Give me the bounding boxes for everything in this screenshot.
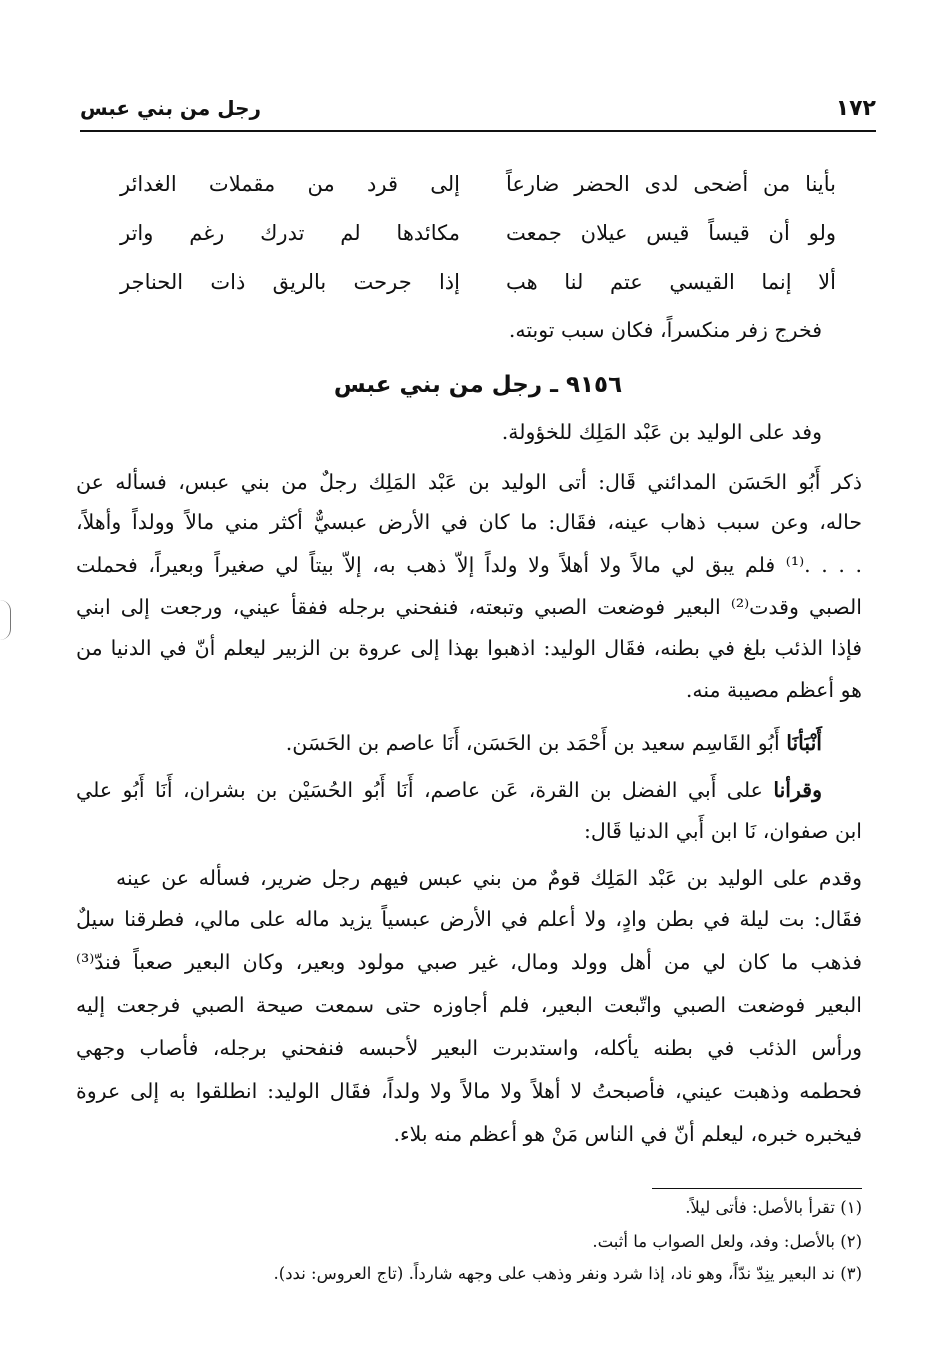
text-line: فخرج زفر منكسراً، فكان سبب توبته.: [508, 318, 822, 342]
paragraph-line: حاله، وعن سبب ذهاب عينه، فقَال: ما كان في الأرض عبسيٌّ أكثر مني مالاً وولداً وأهلاً،: [76, 510, 862, 534]
isnad-text: أَبُو القَاسِم سعيد بن أَحْمَد بن الحَسَن، أَنَا عاصم بن الحَسَن.: [285, 731, 787, 755]
paragraph-line: فيخبره خبره، ليعلم أنّ في الناس مَنْ هو أعظم منه بلاء.: [393, 1122, 862, 1146]
paragraph-line: ذكر أَبُو الحَسَن المدائني قَال: أتى الوليد بن عَبْد المَلِك رجلٌ من بني عبس، فسأله عن: [76, 470, 862, 494]
paragraph-line: الصبي وقدت⁽²⁾ البعير فوضعت الصبي وتبعته، فنفحني برجله ففقأ عيني، ورجعت إلى ابني: [76, 595, 862, 619]
paragraph-line: فإذا الذئب بلغ في بطنه، فقَال الوليد: اذهبوا بهذا إلى عروة بن الزبير ليعلم أنّ في الدنيا من: [76, 636, 862, 660]
page-header: [80, 94, 876, 132]
intro-line: وفد على الوليد بن عَبْد المَلِك للخؤولة.: [501, 420, 822, 444]
poem-hemistich-first: ألا إنما القيسي عتم لنا هب: [506, 270, 836, 294]
paragraph-line: هو أعظم مصيبة منه.: [685, 678, 862, 702]
running-title: رجل من بني عبس: [80, 96, 262, 120]
isnad-lead: وقرأنا: [773, 778, 822, 802]
isnad-lead: أَنْبَأنَا: [786, 731, 822, 755]
poem-hemistich-second: إذا جرحت بالريق ذات الحناجر: [120, 270, 460, 294]
paragraph-line: وقدم على الوليد بن عَبْد المَلِك قومٌ من بني عبس فيهم رجل ضرير، فسأله عن عينه: [116, 866, 862, 890]
page-number: ١٧٢: [835, 96, 876, 121]
poem-hemistich-second: مكائدها لم تدرك رغم واتر: [120, 221, 460, 245]
isnad-text: على أَبي الفضل بن القرة، عَن عاصم، أَنَا أَبُو الحُسَيْن بن بشران، أَنَا أَبُو علي: [76, 778, 774, 802]
paragraph-line: ورأس الذئب في بطنه يأكله، واستدبرت البعير لأحبسه فنفحني برجله، فأصاب وجهي: [76, 1036, 862, 1060]
footnote-divider: [652, 1188, 862, 1189]
footnote: (٣) ند البعير ينِدّ ندّاً، وهو ناد، إذا شرد ونفر وذهب على وجهه شارداً. (تاج العروس: ندد).: [273, 1264, 862, 1283]
paragraph-line: فقَال: بت ليلة في بطن وادٍ، ولا أعلم في الأرض عبسياً يزيد ماله على مالي، فطرقنا سيلٌ: [76, 907, 862, 931]
section-heading: ٩١٥٦ ـ رجل من بني عبس: [333, 372, 623, 398]
poem-verse: [120, 221, 836, 261]
poem-hemistich-second: إلى قرد من مقملات الغدائر: [120, 172, 460, 196]
paragraph-line: البعير فوضعت الصبي واتّبعت البعير، فلم أجاوزه حتى سمعت صيحة الصبي فرجعت إليه: [76, 993, 862, 1017]
footnote: (١) تقرأ بالأصل: فأتى ليلاً.: [685, 1198, 862, 1217]
poem-hemistich-first: بأينا من أضحى لدى الحضر ضارعاً: [506, 172, 836, 196]
isnad-line: ابن صفوان، نَا ابن أَبي الدنيا قَال:: [584, 819, 862, 843]
poem-hemistich-first: ولو أن قيساً قيس عيلان جمعت: [506, 221, 836, 245]
isnad-line: [76, 778, 822, 802]
isnad-line: [76, 731, 822, 755]
poem-verse: [120, 270, 836, 310]
paragraph-line: . . . .⁽¹⁾ فلم يبق لي مالاً ولا أهلاً ولا ولداً إلاّ ذهب به، إلاّ بيتاً لي صغيراً وبعيراً، فحملت: [76, 553, 862, 577]
poem-verse: [120, 172, 836, 212]
paragraph-line: فذهب ما كان لي من أهل وولد ومال، غير صبي مولود وبعير، وكان البعير صعباً فندّ⁽³⁾: [76, 950, 862, 974]
paragraph-line: فحطمه وذهبت عيني، فأصبحتُ لا أهلاً ولا مالاً ولا ولداً، فقَال الوليد: انطلقوا به إلى عروة: [76, 1079, 862, 1103]
page-margin-curve: [0, 600, 11, 640]
footnote: (٢) بالأصل: وفد، ولعل الصواب ما أثبت.: [592, 1232, 862, 1251]
